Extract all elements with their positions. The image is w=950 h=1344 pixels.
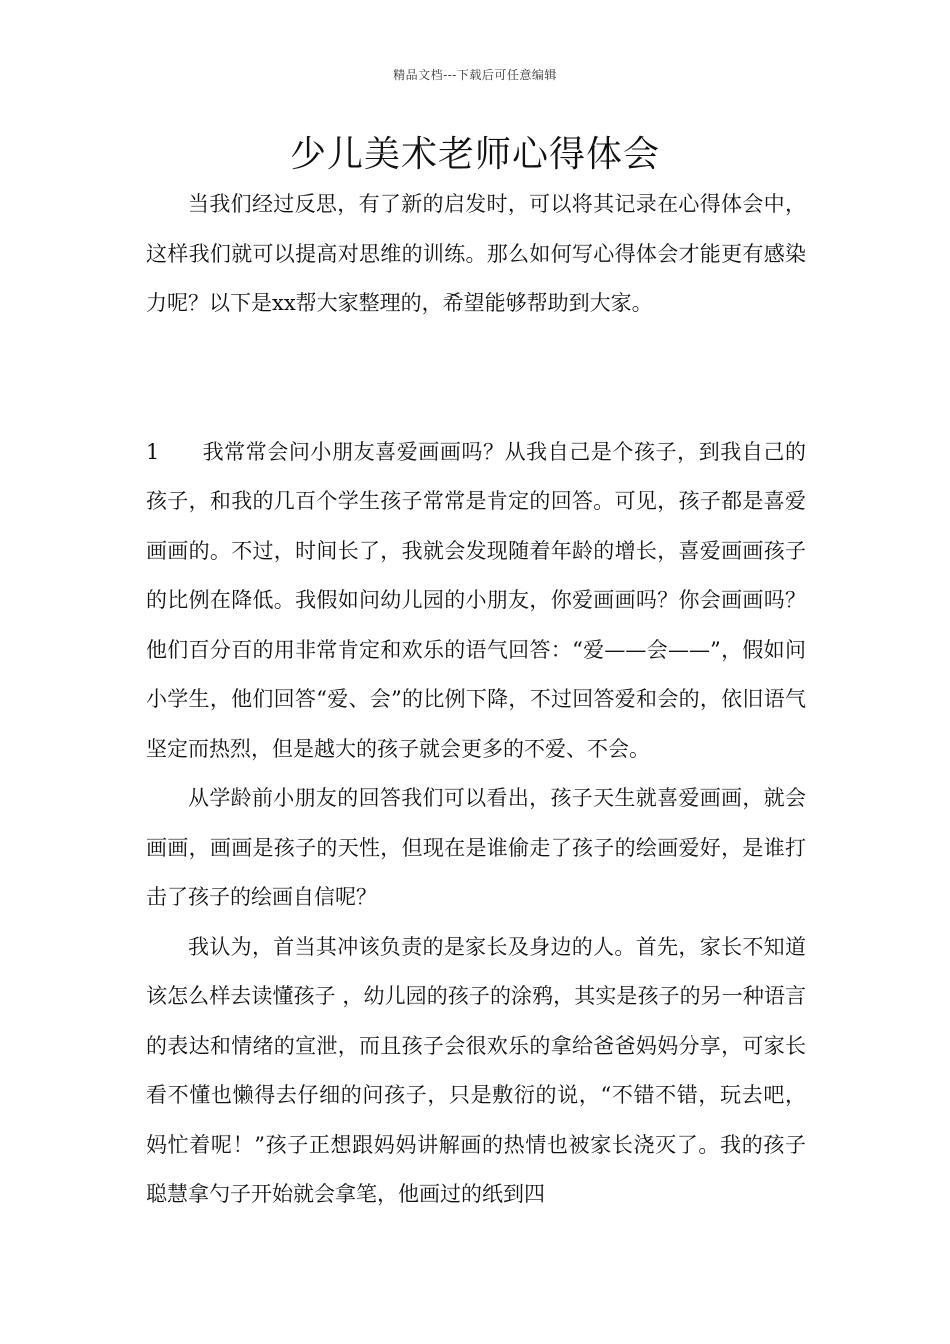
document-title: 少儿美术老师心得体会 [289, 134, 660, 175]
intro-paragraph: 当我们经过反思，有了新的启发时，可以将其记录在心得体会中，这样我们就可以提高对思维的训练。那么如何写心得体会才能更有感染力呢？以下是xx帮大家整理的，希望能够帮助到大家。 [146, 192, 806, 315]
body-paragraph: 我认为，首当其冲该负责的是家长及身边的人。首先，家长不知道该怎么样去读懂孩子 ，幼儿园的孩子的涂鸦，其实是孩子的另一种语言的表达和情绪的宣泄，而且孩子会很欢乐的拿给爸爸妈妈分享，可家长看不懂也懒得去仔细的问孩子，只是敷衍的说，“不错不错，玩去吧，妈忙着呢！”孩子正想跟妈妈讲解画的热情也被家长浇灭了。我的孩子聪慧拿勺子开始就会拿笔，他画过的纸到四 [146, 934, 806, 1206]
page-header: 精品文档---下载后可任意编辑 [393, 68, 557, 82]
paragraph-gap [146, 329, 806, 428]
body-paragraph: 从学龄前小朋友的回答我们可以看出，孩子天生就喜爱画画，就会画画，画画是孩子的天性，但现在是谁偷走了孩子的绘画爱好，是谁打击了孩子的绘画自信呢？ [146, 786, 806, 909]
section-number: 1 [146, 439, 160, 464]
section-1-text: 我常常会问小朋友喜爱画画吗？从我自己是个孩子，到我自己的孩子，和我的几百个学生孩子常常是肯定的回答。可见，孩子都是喜爱画画的。不过，时间长了，我就会发现随着年龄的增长，喜爱画画孩子的比例在降低。我假如问幼儿园的小朋友，你爱画画吗？你会画画吗？他们百分百的用非常肯定和欢乐的语气回答：“爱——会——”，假如问小学生，他们回答“爱、会”的比例下降，不过回答爱和会的，依旧语气坚定而热烈，但是越大的孩子就会更多的不爱、不会。 [146, 439, 806, 761]
document-body [146, 180, 806, 1220]
section-1-paragraph [146, 428, 806, 775]
